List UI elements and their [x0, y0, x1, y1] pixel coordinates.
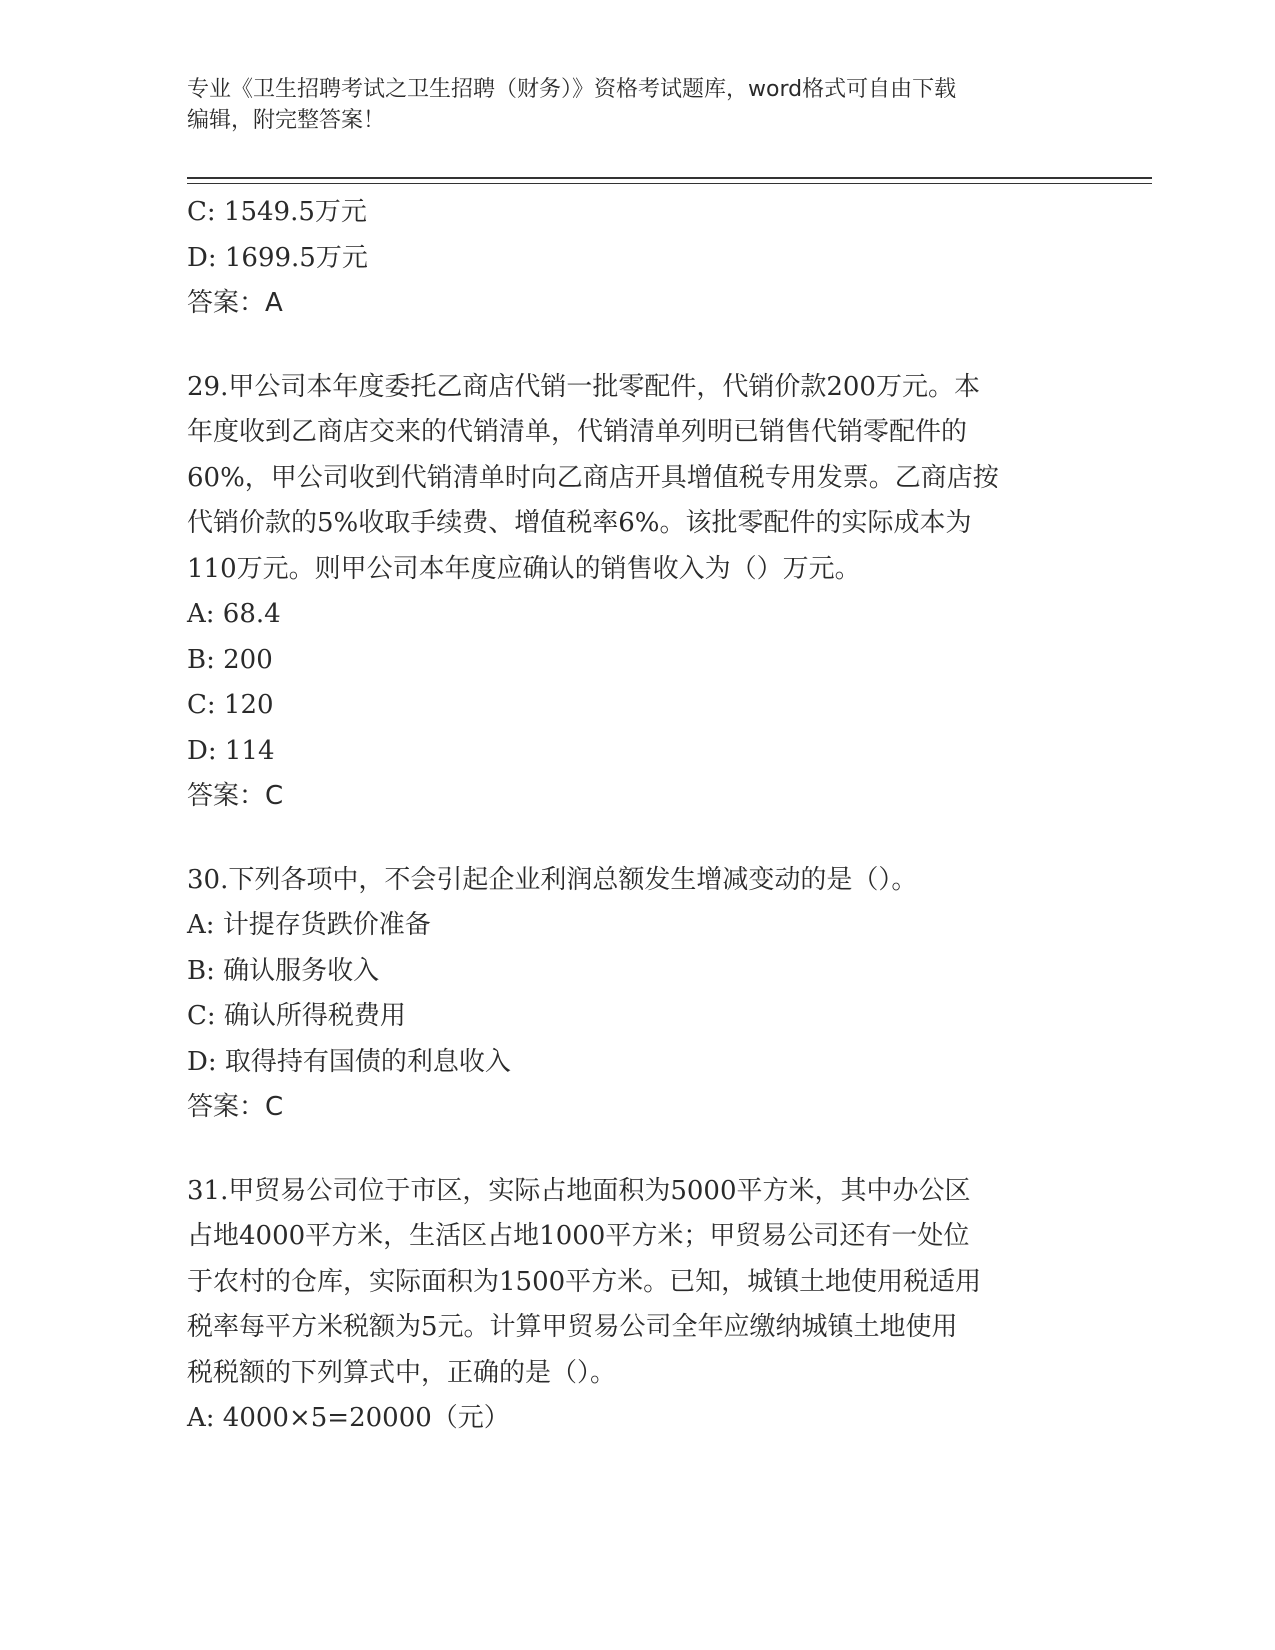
answer: 答案：C: [187, 781, 284, 811]
question-text: [187, 1169, 1087, 1397]
question-text-line: 29.甲公司本年度委托乙商店代销一批零配件，代销价款200万元。本: [187, 371, 980, 402]
answer: 答案：A: [187, 288, 283, 318]
option-c: C: 120: [187, 690, 274, 720]
question-text-line: 30.下列各项中，不会引起企业利润总额发生增减变动的是（）。: [187, 864, 918, 895]
question-29: [187, 365, 1087, 820]
page-header: [187, 74, 1087, 136]
question-content: [187, 190, 1087, 1442]
header-rule-thin: [187, 183, 1152, 184]
header-line-1: 专业《卫生招聘考试之卫生招聘（财务）》资格考试题库，word格式可自由下载: [187, 77, 957, 102]
question-text-line: 于农村的仓库，实际面积为1500平方米。已知，城镇土地使用税适用: [187, 1266, 982, 1297]
question-28-tail: [187, 190, 1087, 327]
question-text-line: 税率每平方米税额为5元。计算甲贸易公司全年应缴纳城镇土地使用: [187, 1312, 958, 1342]
option-d: D: 114: [187, 735, 275, 766]
header-rule-thick: [187, 177, 1152, 179]
option-c: C: 1549.5万元: [187, 197, 367, 227]
option-b: B: 200: [187, 644, 273, 675]
question-text-line: 税税额的下列算式中，正确的是（）。: [187, 1357, 617, 1388]
option-a: A: 4000×5=20000（元）: [187, 1403, 510, 1433]
option-a: A: 计提存货跌价准备: [187, 910, 431, 940]
question-30: [187, 858, 1087, 1131]
question-text-line: 占地4000平方米，生活区占地1000平方米；甲贸易公司还有一处位: [187, 1221, 970, 1251]
question-text-line: 31.甲贸易公司位于市区，实际占地面积为5000平方米，其中办公区: [187, 1175, 971, 1206]
question-text: [187, 858, 1087, 904]
answer: 答案：C: [187, 1092, 284, 1122]
question-text-line: 年度收到乙商店交来的代销清单，代销清单列明已销售代销零配件的: [187, 417, 968, 447]
option-c: C: 确认所得税费用: [187, 1001, 406, 1031]
option-a: A: 68.4: [187, 599, 281, 629]
question-text: [187, 365, 1087, 593]
option-d: D: 1699.5万元: [187, 242, 368, 273]
question-31: [187, 1169, 1087, 1442]
question-text-line: 代销价款的5%收取手续费、增值税率6%。该批零配件的实际成本为: [187, 508, 972, 538]
option-b: B: 确认服务收入: [187, 955, 380, 986]
header-line-2: 编辑，附完整答案！: [187, 108, 386, 133]
question-text-line: 60%，甲公司收到代销清单时向乙商店开具增值税专用发票。乙商店按: [187, 462, 999, 493]
question-text-line: 110万元。则甲公司本年度应确认的销售收入为（）万元。: [187, 553, 861, 584]
option-d: D: 取得持有国债的利息收入: [187, 1046, 511, 1077]
